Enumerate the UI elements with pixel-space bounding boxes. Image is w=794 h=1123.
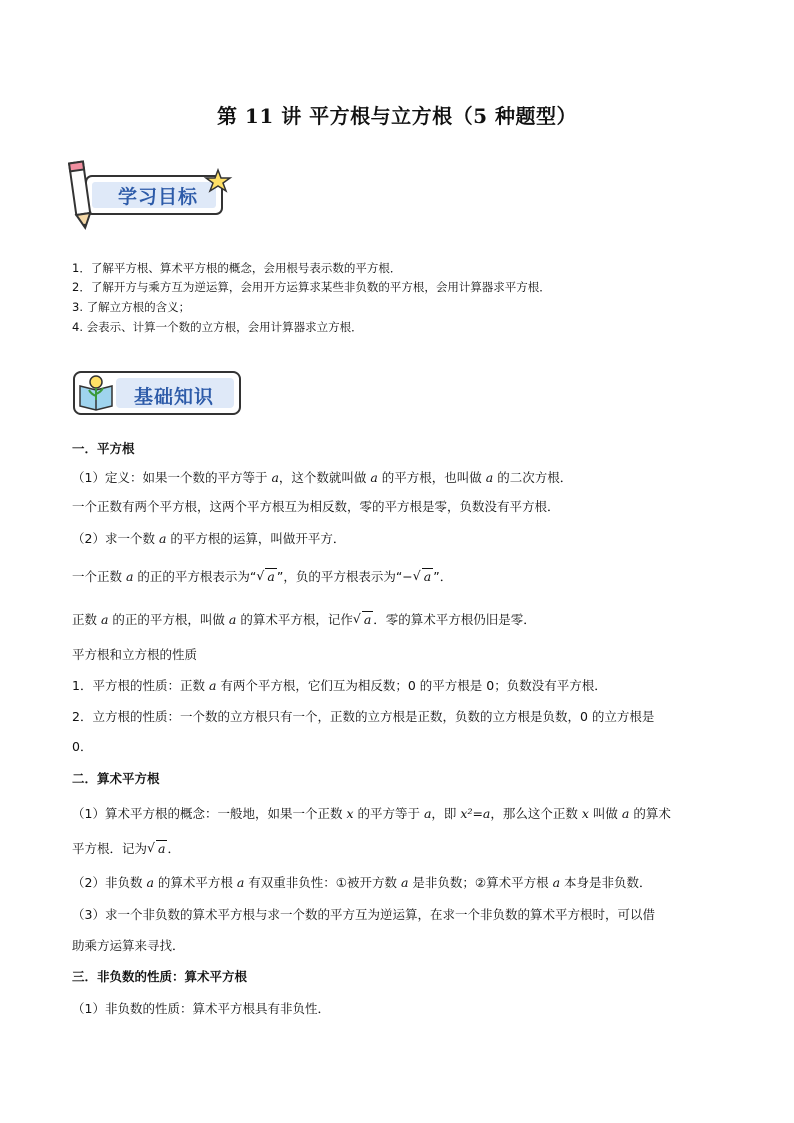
goal-2: 2．了解开方与乘方互为逆运算，会用开方运算求某些非负数的平方根，会用计算器求平方根． [72, 280, 551, 294]
s2-concept: （1）算术平方根的概念：一般地，如果一个正数 x 的平方等于 a，即 x²=a，那么这个正数 x 叫做 a 的算术 [72, 806, 671, 821]
s1-properties-title: 平方根和立方根的性质 [72, 647, 198, 662]
s1-arith-root: 正数 a 的正的平方根，叫做 a 的算术平方根，记作 √ a ．零的算术平方根仍旧是零． [72, 611, 536, 629]
s1-property-2-cont: 0． [72, 739, 93, 754]
basic-knowledge-banner [68, 368, 248, 418]
section-heading-nonnegative: 三．非负数的性质：算术平方根 [72, 969, 248, 984]
s3-property: （1）非负数的性质：算术平方根具有非负性． [72, 1001, 330, 1016]
basic-knowledge-label: 基础知识 [134, 386, 215, 408]
learning-goals-banner [68, 158, 238, 233]
section-heading-arithmetic-root: 二．算术平方根 [72, 771, 160, 786]
s2-inverse-op-cont: 助乘方运算来寻找． [72, 938, 185, 953]
s1-positive-two-roots: 一个正数有两个平方根，这两个平方根互为相反数，零的平方根是零，负数没有平方根． [72, 499, 560, 514]
goal-1: 1．了解平方根、算术平方根的概念，会用根号表示数的平方根． [72, 261, 402, 275]
s1-notation: 一个正数 a 的正的平方根表示为“ √ a ”，负的平方根表示为“− √ a ”． [72, 568, 452, 586]
page-title: 第 11 讲 平方根与立方根（5 种题型） [216, 104, 578, 128]
goal-3: 3. 了解立方根的含义； [72, 300, 191, 314]
s1-extraction: （2）求一个数 a 的平方根的运算，叫做开平方． [72, 531, 346, 546]
learning-goals-label: 学习目标 [118, 186, 199, 208]
s2-notation: 平方根．记为 √ a ． [72, 840, 180, 858]
section-heading-square-root: 一．平方根 [72, 441, 135, 456]
s2-inverse-op: （3）求一个非负数的算术平方根与求一个数的平方互为逆运算，在求一个非负数的算术平方根时，可以借 [72, 907, 655, 922]
s2-double-nonneg: （2）非负数 a 的算术平方根 a 有双重非负性：①被开方数 a 是非负数；②算术平方根 a 本身是非负数． [72, 875, 652, 890]
s1-property-1: 1．平方根的性质：正数 a 有两个平方根，它们互为相反数；0 的平方根是 0；负数没有平方根． [72, 678, 607, 693]
s1-property-2: 2．立方根的性质：一个数的立方根只有一个，正数的立方根是正数，负数的立方根是负数，0 的立方根是 [72, 709, 655, 724]
s1-definition: （1）定义：如果一个数的平方等于 a，这个数就叫做 a 的平方根，也叫做 a 的二次方根． [72, 470, 573, 485]
goal-4: 4. 会表示、计算一个数的立方根，会用计算器求立方根． [72, 320, 363, 334]
